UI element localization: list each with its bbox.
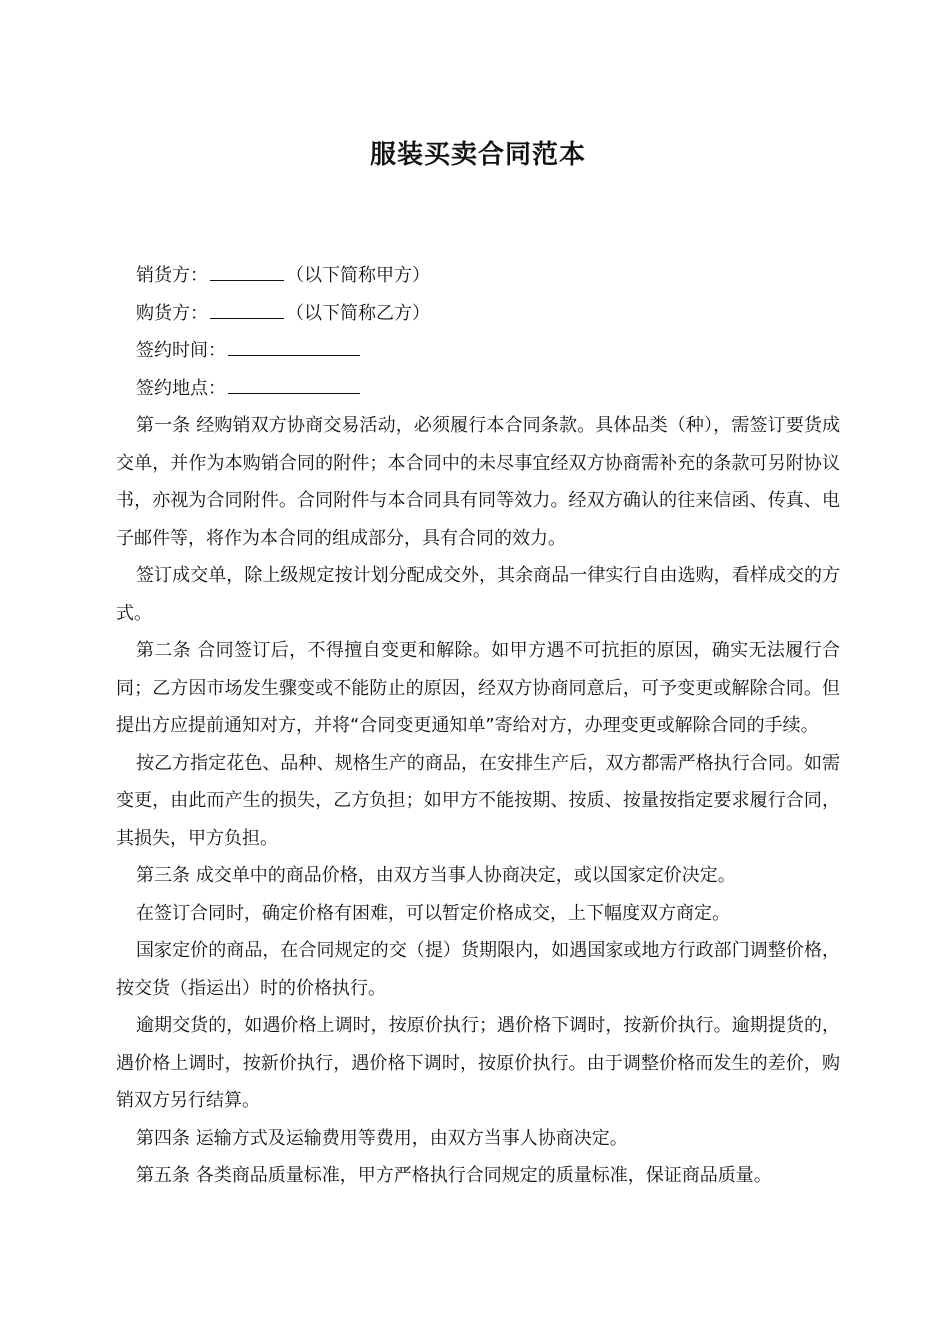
signing-place-field (116, 370, 840, 408)
buyer-suffix: （以下简称乙方） (286, 302, 430, 324)
paragraph-article-4: 第四条 运输方式及运输费用等费用，由双方当事人协商决定。 (136, 1127, 628, 1149)
signing-place-blank (228, 375, 360, 394)
paragraph-overdue: 逾期交货的，如遇价格上调时，按原价执行；遇价格下调时，按新价执行。逾期提货的，遇价格上调时，按新价执行，遇价格下调时，按原价执行。由于调整价格而发生的差价，购销双方另行结算。 (116, 1015, 840, 1111)
paragraph-article-3: 第三条 成交单中的商品价格，由双方当事人协商决定，或以国家定价决定。 (136, 865, 736, 886)
signing-place-label: 签约地点： (136, 377, 226, 399)
paragraph-article-2: 第二条 合同签订后，不得擅自变更和解除。如甲方遇不可抗拒的原因，确实无法履行合同；乙方因市场发生骤变或不能防止的原因，经双方协商同意后，可予变更或解除合同。但提出方应提前通知对方，并将“合同变更通知单”寄给对方，办理变更或解除合同的手续。 (116, 640, 840, 736)
paragraph-article-5: 第五条 各类商品质量标准，甲方严格执行合同规定的质量标准，保证商品质量。 (136, 1165, 772, 1186)
paragraph-order-method: 签订成交单，除上级规定按计划分配成交外，其余商品一律实行自由选购，看样成交的方式。 (116, 565, 840, 624)
paragraph-article-1: 第一条 经购销双方协商交易活动，必须履行本合同条款。具体品类（种），需签订要货成交单，并作为本购销合同的附件；本合同中的未尽事宜经双方协商需补充的条款可另附协议书，亦视为合同附件。合同附件与本合同具有同等效力。经双方确认的往来信函、传真、电子邮件等，将作为本合同的组成部分，具有合同的效力。 (116, 415, 840, 549)
seller-label: 销货方： (136, 265, 208, 286)
paragraph-specified-goods: 按乙方指定花色、品种、规格生产的商品，在安排生产后，双方都需严格执行合同。如需变更，由此而产生的损失，乙方负担；如甲方不能按期、按质、按量按指定要求履行合同，其损失，甲方负担。 (116, 752, 840, 849)
signing-time-label: 签约时间： (136, 340, 226, 361)
signing-time-blank (228, 337, 360, 356)
seller-blank (210, 262, 284, 281)
seller-field (116, 257, 840, 295)
paragraph-provisional-price: 在签订合同时，确定价格有困难，可以暂定价格成交，上下幅度双方商定。 (136, 902, 730, 924)
document-title: 服装买卖合同范本 (369, 140, 586, 170)
seller-suffix: （以下简称甲方） (286, 265, 430, 286)
buyer-blank (210, 300, 284, 319)
paragraph-state-price: 国家定价的商品，在合同规定的交（提）货期限内，如遇国家或地方行政部门调整价格，按交货（指运出）时的价格执行。 (116, 940, 840, 999)
signing-time-field (116, 332, 840, 370)
buyer-label: 购货方： (136, 302, 208, 324)
buyer-field (116, 295, 840, 333)
